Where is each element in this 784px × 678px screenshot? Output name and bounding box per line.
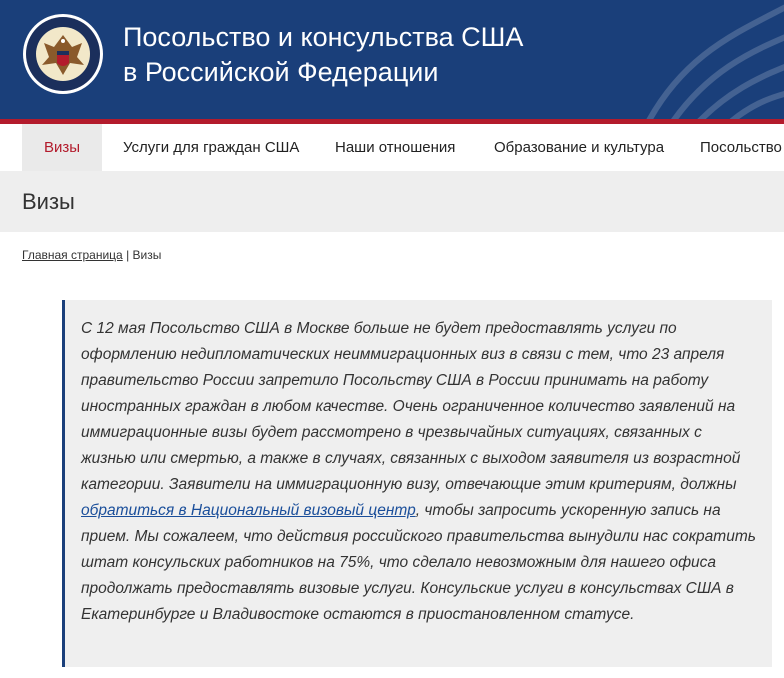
notice-text [81,316,757,628]
main-nav [0,124,784,172]
nav-item-embassy[interactable]: Посольство [700,139,782,156]
notice-text-part2: , чтобы запросить ускоренную запись на прием. Мы сожалеем, что действия российского правительства вынудили нас сократить штат консульских работников на 75%, что сделало невозможным для нашего офиса продолжать предоставлять визовые услуги. Консульские услуги в консульствах США в Екатеринбурге и Владивостоке остаются в приостановленном статусе. [81,502,756,623]
nav-item-education-culture[interactable]: Образование и культура [494,139,665,156]
site-header [0,0,784,119]
notice-text-part1: С 12 мая Посольство США в Москве больше не будет предоставлять услуги по оформлению недипломатических неиммиграционных виз в связи с тем, что 23 апреля правительство России запретило Посольству США в России принимать на работу иностранных граждан в любом качестве. Очень ограниченное количество заявлений на иммиграционные визы будет рассмотрено в чрезвычайных ситуациях, связанных с жизнью или смертью, а также в случаях, связанных с выходом заявителя из возрастной категории. Заявители на иммиграционную визу, отвечающие этим критериям, должны [81,320,741,493]
nav-item-us-citizen-services[interactable]: Услуги для граждан США [123,139,300,156]
breadcrumb-separator: | [126,248,130,262]
page-header [0,171,784,232]
national-visa-center-link[interactable]: обратиться в Национальный визовый центр [81,502,416,519]
nav-item-our-relationship[interactable]: Наши отношения [335,139,456,156]
site-title[interactable] [123,20,523,90]
notice-box [62,300,772,667]
breadcrumb [22,248,161,262]
site-title-line1: Посольство и консульства США [123,22,524,52]
eagle-watermark-icon [624,0,784,119]
breadcrumb-current: Визы [132,248,162,262]
page-title: Визы [22,189,75,214]
breadcrumb-home-link[interactable]: Главная страница [22,248,123,262]
nav-item-visas[interactable]: Визы [22,124,102,171]
site-title-line2: в Российской Федерации [123,57,439,87]
state-department-seal-icon[interactable] [22,13,104,95]
